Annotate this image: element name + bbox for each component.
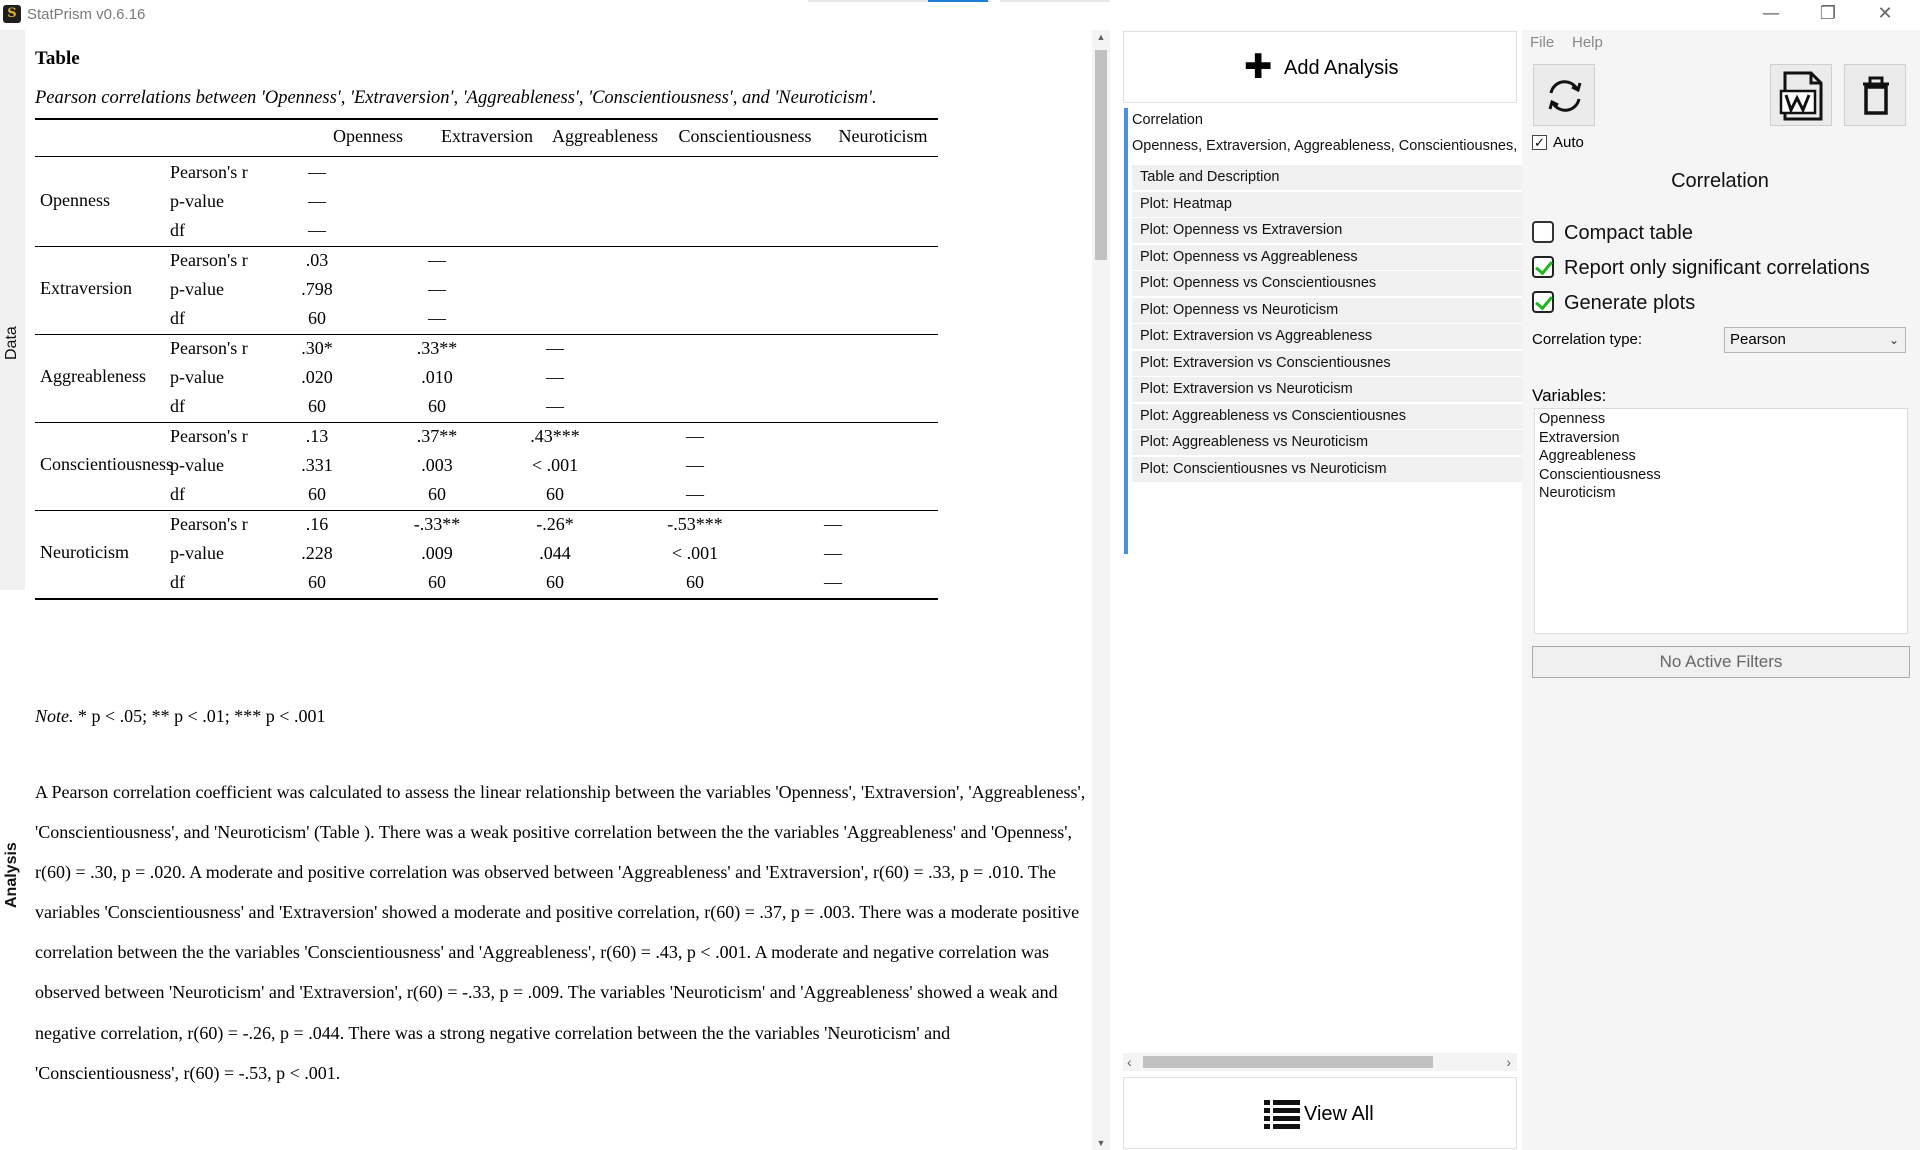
table-cell: —: [308, 191, 326, 211]
table-bottom-rule: [35, 598, 938, 600]
refresh-button[interactable]: [1533, 64, 1595, 126]
stat-label: Pearson's r: [170, 338, 248, 358]
analysis-item[interactable]: Plot: Openness vs Extraversion: [1132, 218, 1522, 243]
significant-only-label: Report only significant correlations: [1564, 257, 1870, 279]
scroll-right-arrow-icon[interactable]: ›: [1506, 1054, 1511, 1070]
auto-checkbox[interactable]: [1532, 134, 1584, 151]
title-bar: [0, 0, 1920, 30]
variable-item[interactable]: Extraversion: [1539, 429, 1620, 446]
table-cell: —: [308, 220, 326, 240]
table-top-rule: [35, 118, 938, 120]
app-logo-icon: S: [3, 5, 21, 23]
word-document-icon: [1771, 65, 1833, 127]
view-all-label: View All: [1304, 1103, 1374, 1125]
table-cell: 60: [428, 484, 446, 504]
table-cell: —: [546, 396, 564, 416]
compact-table-label: Compact table: [1564, 222, 1693, 244]
results-paragraph: A Pearson correlation coefficient was calculated to assess the linear relationship between the variables 'Openness', 'Extraversion', 'Aggreableness', 'Conscientiousness', and 'Neuroticism' (Table ). There was a weak positive correlation between the the variables 'Aggreableness' and 'Openness', r(60) = .30, p = .020. A moderate and positive correlation was observed between 'Aggreableness' and 'Extraversion', r(60) = .33, p = .010. The variables 'Conscientiousness' and 'Extraversion' showed a moderate and positive correlation, r(60) = .37, p = .003. There was a moderate positive correlation between the the variables 'Conscientiousness' and 'Aggreableness', r(60) = .43, p < .001. A moderate and negative correlation was observed between 'Neuroticism' and 'Extraversion', r(60) = -.33, p = .009. The variables 'Neuroticism' and 'Aggreableness' showed a weak and negative correlation, r(60) = -.26, p = .044. There was a strong negative correlation between the the variables 'Neuroticism' and 'Conscientiousness', r(60) = -.53, p < .001.: [35, 782, 1086, 1083]
variable-item[interactable]: Conscientiousness: [1539, 466, 1661, 483]
export-word-button[interactable]: [1770, 64, 1832, 126]
table-cell: .16: [305, 514, 329, 534]
table-cell: 60: [686, 572, 704, 592]
analysis-item[interactable]: Plot: Extraversion vs Neuroticism: [1132, 377, 1522, 402]
correlation-type-select[interactable]: [1724, 327, 1906, 353]
stat-label: df: [170, 484, 185, 504]
add-analysis-button[interactable]: [1123, 31, 1517, 103]
stat-label: p-value: [170, 367, 224, 387]
analysis-item[interactable]: Plot: Extraversion vs Conscientiousnes: [1132, 351, 1522, 376]
table-cell: —: [308, 162, 326, 182]
table-cell: .30*: [301, 338, 333, 358]
correlation-type-label: Correlation type:: [1532, 331, 1643, 348]
table-row-rule: [35, 422, 938, 423]
table-cell: —: [824, 514, 842, 534]
table-cell: .331: [301, 455, 333, 475]
table-cell: 60: [308, 396, 326, 416]
analysis-item[interactable]: Plot: Aggreableness vs Conscientiousnes: [1132, 404, 1522, 429]
table-cell: .228: [301, 543, 333, 563]
tab-data-label: Data: [3, 326, 20, 360]
stat-label: p-value: [170, 543, 224, 563]
column-header: Conscientiousness: [678, 126, 812, 146]
column-header: Neuroticism: [838, 126, 928, 146]
app-title: StatPrism v0.6.16: [27, 6, 146, 23]
table-cell: 60: [308, 308, 326, 328]
table-note: [35, 706, 325, 727]
table-row-rule: [35, 510, 938, 511]
table-cell: —: [824, 572, 842, 592]
stat-label: df: [170, 572, 185, 592]
generate-plots-label: Generate plots: [1564, 292, 1696, 314]
table-cell: .009: [421, 543, 453, 563]
row-variable-label: Conscientiousness: [40, 454, 173, 474]
row-variable-label: Neuroticism: [40, 542, 129, 562]
list-icon: [1264, 1098, 1300, 1130]
table-cell: —: [428, 308, 446, 328]
table-cell: 60: [308, 484, 326, 504]
stat-label: Pearson's r: [170, 250, 248, 270]
checkbox-icon: [1532, 221, 1554, 243]
analysis-item[interactable]: Plot: Conscientiousnes vs Neuroticism: [1132, 457, 1522, 482]
table-cell: 60: [428, 396, 446, 416]
table-cell: .03: [305, 250, 329, 270]
auto-check-icon: ✓: [1532, 135, 1547, 150]
minimize-button[interactable]: —: [1762, 3, 1780, 24]
refresh-icon: [1534, 65, 1596, 127]
correlation-type-value: Pearson: [1730, 331, 1786, 348]
analysis-variables: Openness, Extraversion, Aggreableness, Conscientiousnes,: [1132, 138, 1518, 154]
filters-button[interactable]: No Active Filters: [1532, 646, 1910, 678]
stat-label: p-value: [170, 191, 224, 211]
delete-button[interactable]: [1844, 64, 1906, 126]
note-label: Note.: [35, 706, 74, 726]
table-cell: .798: [301, 279, 333, 299]
title-progress-indicator: [928, 0, 988, 2]
table-cell: .43***: [530, 426, 580, 446]
scroll-down-arrow-icon[interactable]: ▼: [1096, 1138, 1106, 1148]
table-cell: < .001: [531, 455, 579, 475]
analysis-list-hscrollbar[interactable]: [1123, 1053, 1517, 1071]
table-cell: 60: [308, 572, 326, 592]
menu-file[interactable]: File: [1530, 34, 1555, 51]
options-title: Correlation: [1671, 170, 1769, 192]
column-header: Extraversion: [441, 126, 533, 146]
stat-label: df: [170, 396, 185, 416]
table-row-rule: [35, 246, 938, 247]
hscroll-thumb[interactable]: [1143, 1056, 1433, 1068]
table-cell: .13: [305, 426, 329, 446]
analysis-item[interactable]: Plot: Openness vs Neuroticism: [1132, 298, 1522, 323]
table-cell: 60: [428, 572, 446, 592]
tab-analysis[interactable]: [0, 590, 25, 1150]
options-panel: [1522, 30, 1920, 1150]
stat-label: p-value: [170, 455, 224, 475]
generate-plots-checkbox[interactable]: [1532, 292, 1695, 315]
variables-label: Variables:: [1532, 386, 1607, 405]
table-row-rule: [35, 334, 938, 335]
tab-analysis-label: Analysis: [3, 842, 20, 908]
results-document: [25, 30, 1090, 1150]
table-cell: —: [686, 455, 704, 475]
plus-icon: ✚: [1244, 48, 1273, 86]
view-all-button[interactable]: [1123, 1077, 1517, 1149]
analysis-item[interactable]: Plot: Extraversion vs Aggreableness: [1132, 324, 1522, 349]
stat-label: df: [170, 308, 185, 328]
variable-item[interactable]: Aggreableness: [1539, 448, 1636, 464]
table-cell: .37**: [416, 426, 458, 446]
add-analysis-label: Add Analysis: [1284, 57, 1399, 79]
table-cell: -.26*: [536, 514, 574, 534]
document-scroll-thumb[interactable]: [1095, 50, 1107, 260]
variables-list[interactable]: [1534, 408, 1908, 634]
table-cell: .020: [301, 367, 333, 387]
checkbox-checked-icon: [1532, 256, 1554, 278]
analysis-title[interactable]: Correlation: [1132, 112, 1203, 128]
scroll-up-arrow-icon[interactable]: ▲: [1096, 32, 1106, 42]
table-cell: 60: [546, 572, 564, 592]
compact-table-checkbox[interactable]: [1532, 222, 1693, 245]
analysis-item[interactable]: Plot: Aggreableness vs Neuroticism: [1132, 430, 1522, 455]
trash-icon: [1845, 65, 1907, 127]
auto-label: Auto: [1553, 134, 1584, 151]
scroll-left-arrow-icon[interactable]: ‹: [1127, 1054, 1132, 1070]
significant-only-checkbox[interactable]: [1532, 257, 1870, 280]
table-cell: —: [546, 338, 564, 358]
table-cell: .33**: [416, 338, 458, 358]
row-variable-label: Aggreableness: [40, 366, 146, 386]
table-cell: —: [428, 250, 446, 270]
chevron-down-icon: ⌄: [1888, 333, 1899, 347]
table-cell: -.33**: [413, 514, 461, 534]
document-scrollbar[interactable]: [1092, 30, 1110, 1150]
note-text: * p < .05; ** p < .01; *** p < .001: [73, 706, 326, 726]
table-cell: —: [824, 543, 842, 563]
column-header: Aggreableness: [552, 126, 658, 146]
table-cell: .010: [421, 367, 453, 387]
table-caption: Pearson correlations between 'Openness', 'Extraversion', 'Aggreableness', 'Conscientiousness', and 'Neuroticism'.: [35, 88, 877, 108]
row-variable-label: Openness: [40, 190, 110, 210]
title-divider-2: [1000, 0, 1110, 2]
table-title: Table: [35, 48, 80, 69]
table-cell: < .001: [671, 543, 719, 563]
variable-item[interactable]: Neuroticism: [1539, 485, 1616, 501]
stat-label: Pearson's r: [170, 162, 248, 182]
row-variable-label: Extraversion: [40, 278, 132, 298]
analysis-item[interactable]: Plot: Openness vs Aggreableness: [1132, 245, 1522, 270]
analysis-item[interactable]: Table and Description: [1132, 165, 1522, 190]
analysis-item[interactable]: Plot: Heatmap: [1132, 192, 1522, 217]
table-cell: —: [686, 426, 704, 446]
column-header: Openness: [333, 126, 403, 146]
menu-help[interactable]: Help: [1572, 34, 1603, 51]
table-cell: —: [428, 279, 446, 299]
analysis-panel: [1122, 30, 1518, 1150]
stat-label: df: [170, 220, 185, 240]
close-button[interactable]: ✕: [1877, 3, 1893, 24]
tab-data[interactable]: [0, 30, 25, 590]
analysis-item[interactable]: Plot: Openness vs Conscientiousnes: [1132, 271, 1522, 296]
table-cell: -.53***: [667, 514, 723, 534]
stat-label: p-value: [170, 279, 224, 299]
table-cell: —: [546, 367, 564, 387]
table-cell: .003: [421, 455, 453, 475]
table-cell: —: [686, 484, 704, 504]
table-cell: 60: [546, 484, 564, 504]
variable-item[interactable]: Openness: [1539, 411, 1606, 427]
checkbox-checked-icon: [1532, 291, 1554, 313]
table-cell: .044: [539, 543, 571, 563]
analysis-list: [1124, 108, 1518, 554]
stat-label: Pearson's r: [170, 426, 248, 446]
maximize-button[interactable]: ❐: [1819, 3, 1837, 24]
table-header-rule: [35, 156, 938, 157]
stat-label: Pearson's r: [170, 514, 248, 534]
